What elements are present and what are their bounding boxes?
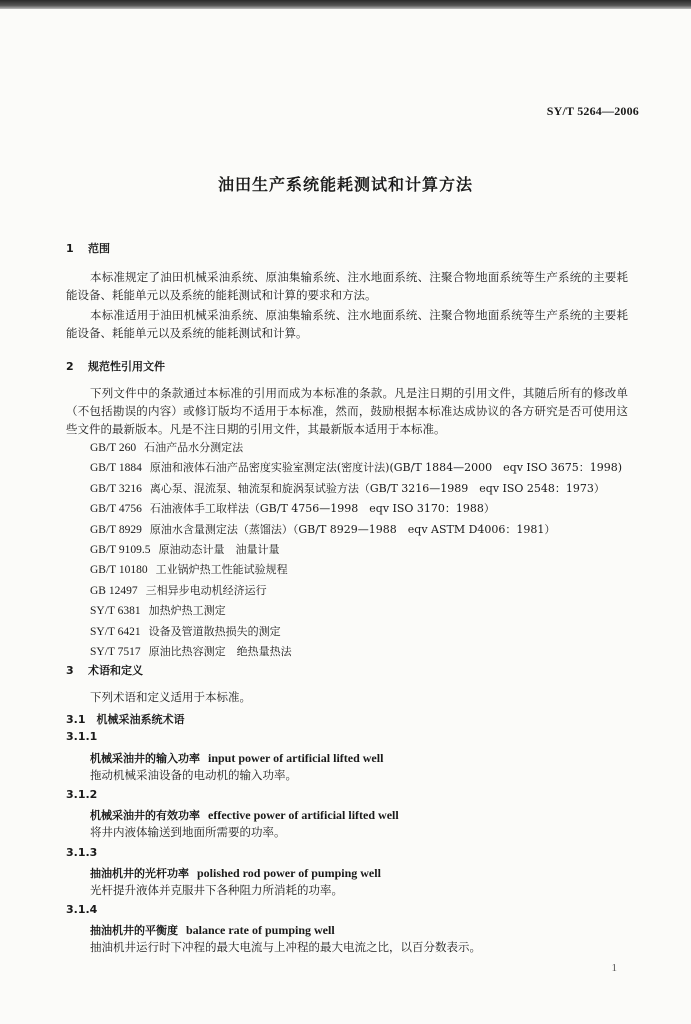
term-heading: 机械采油井的输入功率 input power of artificial lifted well [90, 751, 384, 765]
section-1-heading [66, 240, 110, 256]
scope-paragraph-2: 本标准适用于油田机械采油系统、原油集输系统、注水地面系统、注聚合物地面系统等生产系统的主要耗能设备、耗能单元以及系统的能耗测试和计算。 [66, 308, 628, 340]
reference-item: GB/T 1884 原油和液体石油产品密度实验室测定法(密度计法)(GB/T 1884—2000 eqv ISO 3675：1998) [90, 461, 623, 475]
section-title: 范围 [88, 242, 110, 255]
reference-item: GB/T 260 石油产品水分测定法 [90, 441, 244, 454]
term-number: 3.1.4 [66, 903, 98, 916]
reference-item: GB/T 10180 工业锅炉热工性能试验规程 [90, 563, 288, 577]
reference-item: GB/T 9109.5 原油动态计量 油量计量 [90, 543, 280, 557]
standard-number: SY/T 5264—2006 [546, 104, 639, 118]
section-number: 3 [66, 664, 74, 677]
reference-item: SY/T 6421 设备及管道散热损失的测定 [90, 624, 281, 638]
document-title: 油田生产系统能耗测试和计算方法 [217, 175, 473, 194]
subsection-3-1-heading: 3.1 机械采油系统术语 [66, 713, 185, 726]
reference-item: GB 12497 三相异步电动机经济运行 [90, 583, 267, 597]
terms-intro: 下列术语和定义适用于本标准。 [90, 690, 251, 704]
term-number: 3.1.2 [66, 788, 98, 801]
references-intro: 下列文件中的条款通过本标准的引用而成为本标准的条款。凡是注日期的引用文件，其随后所有的修改单（不包括勘误的内容）或修订版均不适用于本标准，然而，鼓励根据本标准达成协议的各方研究是否可使用这些文件的最新版本。凡是不注日期的引用文件，其最新版本适用于本标准。 [66, 386, 628, 436]
reference-item: GB/T 8929 原油水含量测定法（蒸馏法）（GB/T 8929—1988 eqv ASTM D4006：1981） [90, 522, 556, 536]
section-number: 1 [66, 242, 74, 255]
reference-item: GB/T 3216 离心泵、混流泵、轴流泵和旋涡泵试验方法（GB/T 3216—1989 eqv ISO 2548：1973） [90, 481, 605, 495]
reference-item: GB/T 4756 石油液体手工取样法（GB/T 4756—1998 eqv ISO 3170：1988） [90, 502, 495, 516]
section-title: 术语和定义 [88, 664, 143, 677]
section-title: 规范性引用文件 [88, 360, 165, 373]
section-2-heading [66, 358, 165, 374]
section-3-heading [66, 662, 143, 678]
section-number: 2 [66, 360, 74, 373]
term-definition: 拖动机械采油设备的电动机的输入功率。 [90, 768, 297, 782]
term-number: 3.1.3 [66, 846, 98, 859]
scope-paragraph-1: 本标准规定了油田机械采油系统、原油集输系统、注水地面系统、注聚合物地面系统等生产系统的主要耗能设备、耗能单元以及系统的能耗测试和计算的要求和方法。 [66, 270, 628, 302]
term-heading: 抽油机井的平衡度 balance rate of pumping well [90, 923, 335, 937]
term-heading: 机械采油井的有效功率 effective power of artificial lifted well [90, 808, 399, 822]
reference-item: SY/T 7517 原油比热容测定 绝热量热法 [90, 645, 292, 659]
term-definition: 将井内液体输送到地面所需要的功率。 [90, 825, 286, 839]
term-number: 3.1.1 [66, 730, 98, 743]
reference-list [90, 438, 622, 662]
term-heading: 抽油机井的光杆功率 polished rod power of pumping well [90, 866, 381, 880]
page-number: 1 [611, 962, 617, 974]
term-definition: 抽油机井运行时下冲程的最大电流与上冲程的最大电流之比，以百分数表示。 [90, 940, 481, 954]
term-definition: 光杆提升液体并克服井下各种阻力所消耗的功率。 [90, 883, 343, 897]
reference-item: SY/T 6381 加热炉热工测定 [90, 604, 226, 618]
scan-top-edge [0, 0, 691, 9]
